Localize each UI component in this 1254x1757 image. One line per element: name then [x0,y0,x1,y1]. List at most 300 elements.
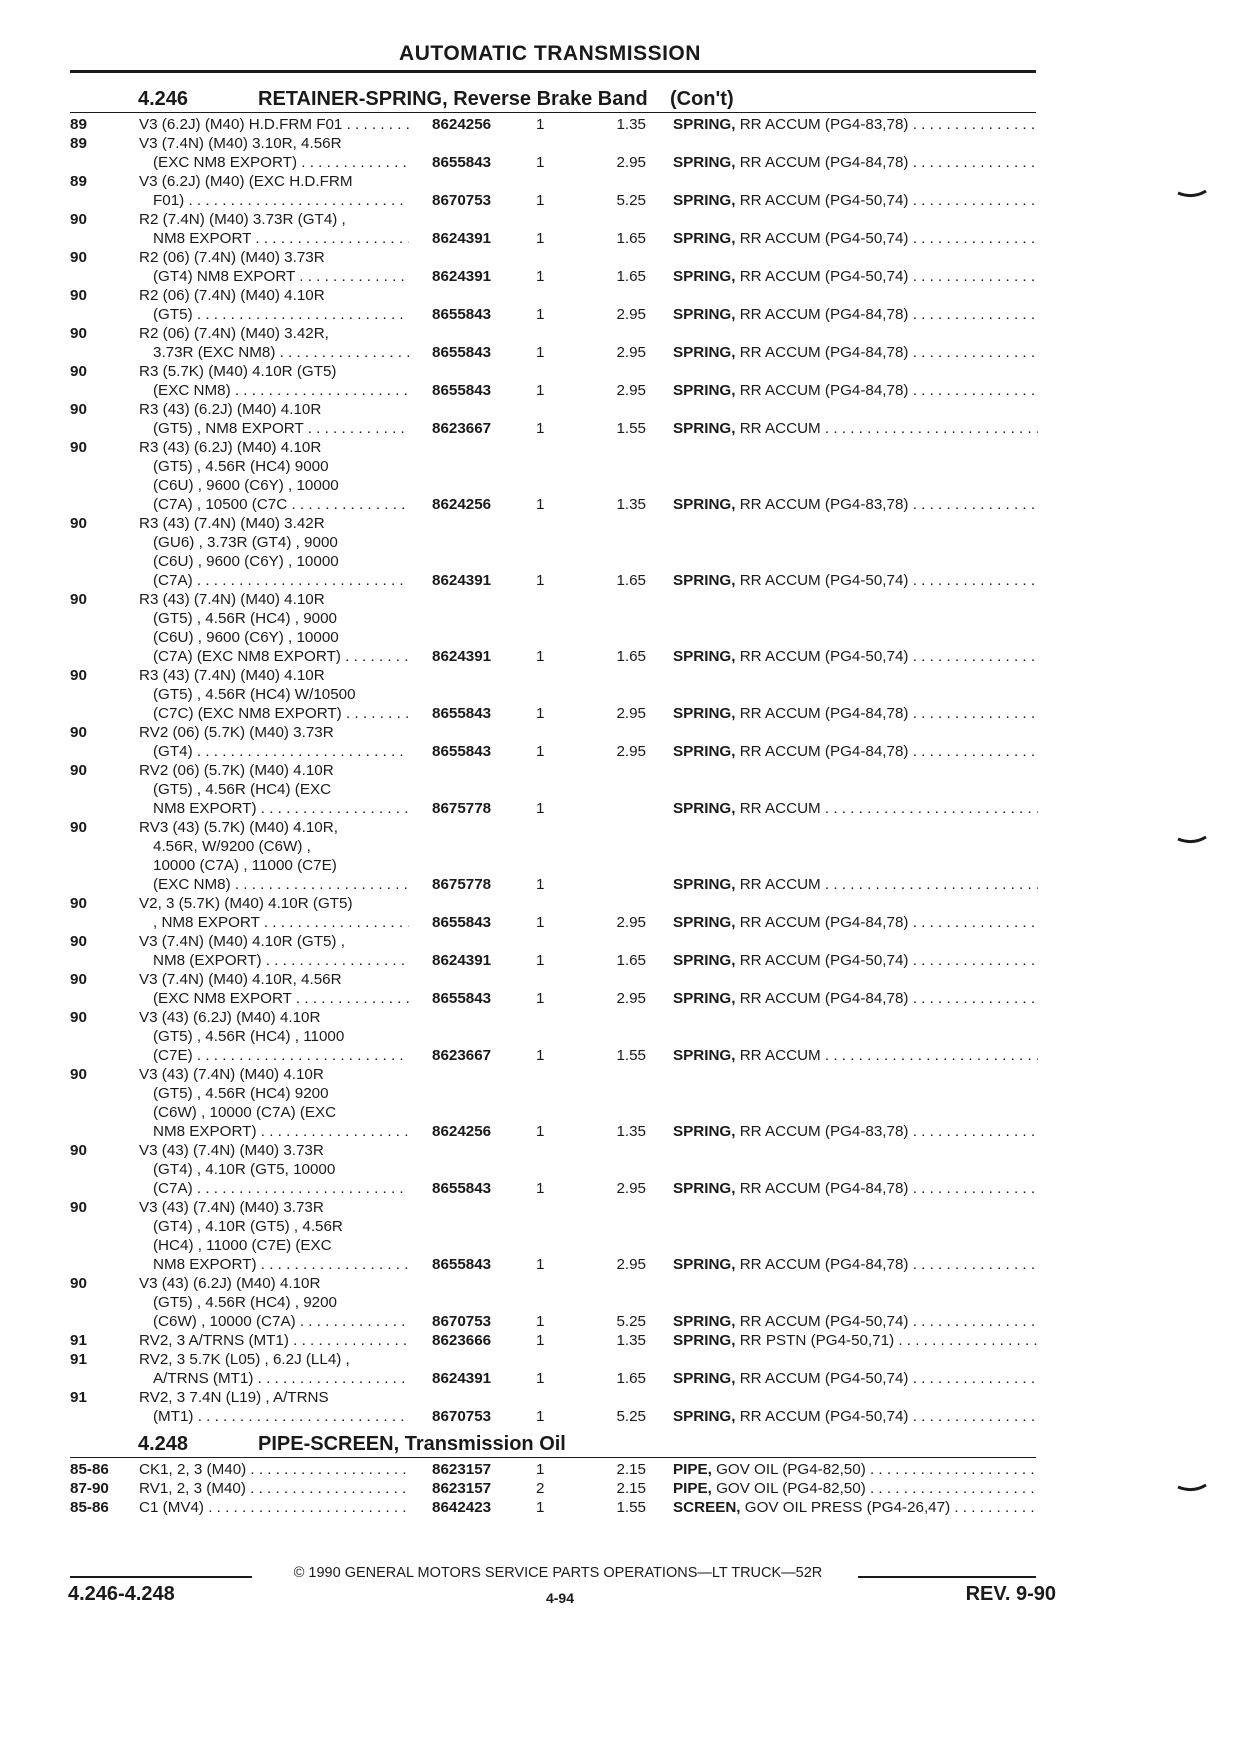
part-description [673,914,1038,932]
application-text: (GT5) , 4.56R (HC4) , 9000 [153,610,338,627]
description-keyword: SPRING, [673,192,736,209]
model-year: 90 [70,971,87,988]
model-year: 85-86 [70,1461,109,1478]
part-description [673,876,1038,894]
row-line [0,895,1254,913]
section-heading [138,1433,566,1456]
description-keyword: SPRING, [673,800,736,817]
application-text: (GU6) , 3.73R (GT4) , 9000 [153,534,338,551]
row-line [0,971,1254,989]
table-row [0,933,1254,971]
price: 1.55 [616,1047,646,1064]
row-line [0,1199,1254,1217]
model-year: 90 [70,933,87,950]
application-text: C1 (MV4) . . . [139,1499,409,1517]
application-text: R3 (43) (6.2J) (M40) 4.10R [139,401,322,418]
description-keyword: SPRING, [673,1408,736,1425]
application-text: F01) . . . [153,192,409,210]
part-description [673,1370,1038,1388]
part-number: 8642423 [432,1499,492,1516]
application-text: (C7A) . . . [153,572,409,590]
quantity: 1 [536,230,545,247]
row-line [0,990,1254,1008]
quantity: 1 [536,382,545,399]
table-row [0,211,1254,249]
description-text: RR ACCUM (PG4-84,78) [739,705,909,722]
description-keyword: SPRING, [673,1123,736,1140]
quantity: 1 [536,914,545,931]
footer-page-number: 4-94 [545,1590,575,1606]
application-text: RV2, 3 5.7K (L05) , 6.2J (LL4) , [139,1351,350,1368]
row-line [0,667,1254,685]
quantity: 1 [536,1461,545,1478]
description-text: RR ACCUM [739,420,821,437]
row-line [0,268,1254,286]
row-line [0,1389,1254,1407]
part-number: 8655843 [432,743,492,760]
row-line [0,1180,1254,1198]
application-text: RV1, 2, 3 (M40) . . . [139,1480,409,1498]
part-number: 8624391 [432,1370,492,1387]
row-line [0,439,1254,457]
table-row [0,724,1254,762]
table-row [0,1009,1254,1066]
table-row [0,287,1254,325]
model-year: 90 [70,1142,87,1159]
table-row [0,1066,1254,1142]
model-year: 90 [70,1275,87,1292]
row-line [0,952,1254,970]
description-keyword: SPRING, [673,743,736,760]
part-description [673,344,1038,362]
description-text: GOV OIL PRESS (PG4-26,47) [744,1499,951,1516]
application-text: (C6U) , 9600 (C6Y) , 10000 [153,553,339,570]
model-year: 89 [70,173,87,190]
model-year: 90 [70,1009,87,1026]
row-line [0,1104,1254,1122]
model-year: 85-86 [70,1499,109,1516]
quantity: 1 [536,1313,545,1330]
price: 1.65 [616,268,646,285]
section-heading [138,88,734,111]
table-row [0,762,1254,819]
application-text: 4.56R, W/9200 (C6W) , [153,838,311,855]
quantity: 1 [536,306,545,323]
application-text: V3 (43) (6.2J) (M40) 4.10R [139,1009,321,1026]
quantity: 1 [536,1123,545,1140]
table-row [0,667,1254,724]
application-text: (C7A) , 10500 (C7C . . . [153,496,409,514]
page-title: AUTOMATIC TRANSMISSION [399,42,701,65]
application-text: (GT5) , NM8 EXPORT . . . [153,420,409,438]
description-text: GOV OIL (PG4-82,50) [716,1461,866,1478]
application-text: (MT1) . . . [153,1408,409,1426]
part-number: 8655843 [432,154,492,171]
application-text: R2 (06) (7.4N) (M40) 3.42R, [139,325,329,342]
part-number: 8624391 [432,648,492,665]
quantity: 1 [536,952,545,969]
application-text: NM8 EXPORT) . . . [153,800,409,818]
row-line [0,1370,1254,1388]
application-text: R3 (43) (7.4N) (M40) 3.42R [139,515,325,532]
price: 2.95 [616,1180,646,1197]
price: 1.35 [616,1123,646,1140]
table-row [0,1351,1254,1389]
application-text: (C7E) . . . [153,1047,409,1065]
row-line [0,173,1254,191]
application-text: (C7C) (EXC NM8 EXPORT) . . . [153,705,409,723]
application-text: (GT5) , 4.56R (HC4) 9000 [153,458,329,475]
description-text: RR ACCUM (PG4-50,74) [739,648,909,665]
application-text: RV2, 3 7.4N (L19) , A/TRNS [139,1389,329,1406]
part-number: 8670753 [432,192,492,209]
row-line [0,1028,1254,1046]
row-line [0,610,1254,628]
row-line [0,933,1254,951]
quantity: 1 [536,496,545,513]
application-text: , NM8 EXPORT . . . [153,914,409,932]
row-line [0,648,1254,666]
quantity: 1 [536,420,545,437]
row-line [0,705,1254,723]
part-description [673,1313,1038,1331]
quantity: 1 [536,1499,545,1516]
part-number: 8655843 [432,914,492,931]
description-text: RR ACCUM (PG4-84,78) [739,743,909,760]
row-line [0,1256,1254,1274]
quantity: 1 [536,743,545,760]
row-line [0,477,1254,495]
price: 2.95 [616,1256,646,1273]
application-text: R2 (06) (7.4N) (M40) 3.73R [139,249,325,266]
description-keyword: SPRING, [673,876,736,893]
description-text: RR ACCUM (PG4-84,78) [739,344,909,361]
application-text: NM8 EXPORT) . . . [153,1123,409,1141]
description-text: GOV OIL (PG4-82,50) [716,1480,866,1497]
part-description [673,382,1038,400]
table-row [0,249,1254,287]
application-text: RV2 (06) (5.7K) (M40) 4.10R [139,762,334,779]
part-description [673,496,1038,514]
row-line [0,135,1254,153]
row-line [0,724,1254,742]
table-row [0,515,1254,591]
model-year: 91 [70,1332,87,1349]
application-text: (C7A) . . . [153,1180,409,1198]
quantity: 1 [536,1370,545,1387]
part-description [673,800,1038,818]
description-keyword: SPRING, [673,116,736,133]
part-number: 8623157 [432,1480,492,1497]
part-description [673,1408,1038,1426]
model-year: 90 [70,401,87,418]
title-rule [70,70,1036,73]
part-description [673,952,1038,970]
part-number: 8655843 [432,990,492,1007]
margin-check-mark [1177,836,1207,846]
table-row [0,1461,1254,1480]
part-number: 8675778 [432,800,492,817]
description-keyword: SPRING, [673,344,736,361]
application-text: V2, 3 (5.7K) (M40) 4.10R (GT5) [139,895,353,912]
table-row [0,1389,1254,1427]
description-text: RR ACCUM (PG4-50,74) [739,230,909,247]
description-text: RR ACCUM (PG4-84,78) [739,1256,909,1273]
description-keyword: SPRING, [673,420,736,437]
model-year: 91 [70,1389,87,1406]
row-line [0,363,1254,381]
price: 2.95 [616,382,646,399]
description-text: RR ACCUM [739,1047,821,1064]
row-line [0,629,1254,647]
application-text: V3 (43) (7.4N) (M40) 3.73R [139,1142,324,1159]
price: 1.55 [616,420,646,437]
row-line [0,325,1254,343]
quantity: 1 [536,800,545,817]
quantity: 1 [536,1256,545,1273]
price: 1.35 [616,1332,646,1349]
model-year: 89 [70,116,87,133]
part-number: 8670753 [432,1313,492,1330]
part-description [673,268,1038,286]
quantity: 1 [536,990,545,1007]
model-year: 90 [70,439,87,456]
row-line [0,1294,1254,1312]
part-number: 8624391 [432,952,492,969]
section-rule [70,112,1036,113]
application-text: NM8 EXPORT) . . . [153,1256,409,1274]
section-number: 4.248 [138,1433,189,1455]
price: 2.15 [616,1480,646,1497]
section-rule [70,1457,1036,1458]
row-line [0,1161,1254,1179]
price: 2.95 [616,344,646,361]
table-row [0,819,1254,895]
table-row [0,325,1254,363]
row-line [0,515,1254,533]
application-text: V3 (7.4N) (M40) 4.10R, 4.56R [139,971,342,988]
description-keyword: SPRING, [673,1256,736,1273]
part-number: 8624256 [432,496,492,513]
table-row [0,591,1254,667]
row-line [0,382,1254,400]
table-row [0,895,1254,933]
price: 1.35 [616,496,646,513]
description-text: RR ACCUM (PG4-83,78) [739,1123,909,1140]
row-line [0,591,1254,609]
description-keyword: SPRING, [673,1047,736,1064]
part-number: 8624256 [432,116,492,133]
application-text: CK1, 2, 3 (M40) . . . [139,1461,409,1479]
part-description [673,1256,1038,1274]
quantity: 1 [536,154,545,171]
part-description [673,230,1038,248]
description-keyword: SPRING, [673,154,736,171]
footer-revision: REV. 9-90 [965,1583,1056,1605]
price: 2.95 [616,990,646,1007]
application-text: (HC4) , 11000 (C7E) (EXC [153,1237,332,1254]
description-text: RR ACCUM (PG4-50,74) [739,192,909,209]
footer-copyright: © 1990 GENERAL MOTORS SERVICE PARTS OPERATIONS—LT TRUCK—52R [293,1565,823,1581]
row-line [0,534,1254,552]
row-line [0,762,1254,780]
price: 2.95 [616,914,646,931]
table-row [0,1142,1254,1199]
description-keyword: SPRING, [673,914,736,931]
row-line [0,154,1254,172]
row-line [0,420,1254,438]
application-text: NM8 (EXPORT) . . . [153,952,409,970]
price: 5.25 [616,192,646,209]
model-year: 90 [70,1199,87,1216]
application-text: (GT5) , 4.56R (HC4) 9200 [153,1085,329,1102]
price: 1.55 [616,1499,646,1516]
price: 1.65 [616,648,646,665]
description-text: RR ACCUM (PG4-83,78) [739,116,909,133]
part-description [673,1332,1038,1350]
part-description [673,306,1038,324]
part-number: 8623666 [432,1332,492,1349]
row-line [0,1461,1254,1479]
application-text: (EXC NM8 EXPORT . . . [153,990,409,1008]
part-number: 8655843 [432,1180,492,1197]
application-text: (GT5) , 4.56R (HC4) , 9200 [153,1294,338,1311]
quantity: 1 [536,268,545,285]
application-text: R2 (06) (7.4N) (M40) 4.10R [139,287,325,304]
model-year: 90 [70,249,87,266]
section-continued: (Con't) [669,88,734,110]
application-text: (C6U) , 9600 (C6Y) , 10000 [153,629,339,646]
price: 2.95 [616,743,646,760]
price: 2.15 [616,1461,646,1478]
quantity: 1 [536,1408,545,1425]
model-year: 90 [70,1066,87,1083]
application-text: V3 (6.2J) (M40) H.D.FRM F01 . . . . [139,116,409,134]
application-text: R2 (7.4N) (M40) 3.73R (GT4) , [139,211,346,228]
row-line [0,1085,1254,1103]
description-keyword: SPRING, [673,382,736,399]
table-row [0,116,1254,135]
row-line [0,1142,1254,1160]
row-line [0,344,1254,362]
part-number: 8655843 [432,705,492,722]
part-description [673,154,1038,172]
application-text: NM8 EXPORT . . . [153,230,409,248]
application-text: (C6W) , 10000 (C7A) . . . [153,1313,409,1331]
application-text: (C6U) , 9600 (C6Y) , 10000 [153,477,339,494]
description-text: RR ACCUM (PG4-50,74) [739,1370,909,1387]
row-line [0,192,1254,210]
application-text: RV2 (06) (5.7K) (M40) 3.73R [139,724,334,741]
table-row [0,1480,1254,1499]
price: 1.65 [616,952,646,969]
model-year: 90 [70,325,87,342]
description-text: RR ACCUM (PG4-50,74) [739,1313,909,1330]
application-text: (C6W) , 10000 (C7A) (EXC [153,1104,337,1121]
application-text: RV2, 3 A/TRNS (MT1) . . . [139,1332,409,1350]
row-line [0,1123,1254,1141]
model-year: 90 [70,667,87,684]
table-row [0,439,1254,515]
description-keyword: SPRING, [673,1313,736,1330]
application-text: V3 (43) (7.4N) (M40) 4.10R [139,1066,324,1083]
description-text: RR ACCUM (PG4-50,74) [739,572,909,589]
application-text: (EXC NM8) . . . [153,382,409,400]
part-description [673,192,1038,210]
quantity: 1 [536,648,545,665]
footer-section-range: 4.246-4.248 [68,1583,175,1605]
part-description [673,705,1038,723]
part-description [673,116,1038,134]
part-description [673,1499,1038,1517]
model-year: 90 [70,287,87,304]
part-number: 8624391 [432,230,492,247]
model-year: 90 [70,211,87,228]
description-text: RR ACCUM (PG4-84,78) [739,382,909,399]
table-row [0,971,1254,1009]
row-line [0,743,1254,761]
application-text: R3 (43) (7.4N) (M40) 4.10R [139,667,325,684]
part-description [673,1480,1038,1498]
application-text: (GT4) , 4.10R (GT5) , 4.56R [153,1218,343,1235]
row-line [0,1313,1254,1331]
part-number: 8623157 [432,1461,492,1478]
application-text: V3 (7.4N) (M40) 4.10R (GT5) , [139,933,345,950]
margin-check-mark [1177,1484,1207,1494]
description-text: RR ACCUM (PG4-50,74) [739,952,909,969]
application-text: (GT5) . . . [153,306,409,324]
application-text: (GT5) , 4.56R (HC4) , 11000 [153,1028,345,1045]
description-keyword: SPRING, [673,990,736,1007]
part-number: 8623667 [432,420,492,437]
table-row [0,1332,1254,1351]
model-year: 90 [70,363,87,380]
row-line [0,1351,1254,1369]
price: 2.95 [616,306,646,323]
description-text: RR ACCUM [739,800,821,817]
part-description [673,990,1038,1008]
application-text: A/TRNS (MT1) . . . [153,1370,409,1388]
application-text: (GT4) NM8 EXPORT . . . [153,268,409,286]
description-keyword: SCREEN, [673,1499,741,1516]
model-year: 90 [70,724,87,741]
row-line [0,1408,1254,1426]
price: 1.35 [616,116,646,133]
model-year: 90 [70,591,87,608]
section-name: PIPE-SCREEN, Transmission Oil [258,1433,566,1455]
part-number: 8655843 [432,1256,492,1273]
description-keyword: SPRING, [673,1332,736,1349]
price: 5.25 [616,1408,646,1425]
application-text: (C7A) (EXC NM8 EXPORT) . . . [153,648,409,666]
part-number: 8655843 [432,306,492,323]
description-text: RR PSTN (PG4-50,71) [739,1332,895,1349]
part-number: 8624391 [432,268,492,285]
price: 5.25 [616,1313,646,1330]
description-keyword: SPRING, [673,496,736,513]
description-keyword: SPRING, [673,1180,736,1197]
model-year: 87-90 [70,1480,109,1497]
application-text: (GT4) . . . [153,743,409,761]
price: 1.65 [616,230,646,247]
row-line [0,249,1254,267]
section-number: 4.246 [138,88,189,110]
application-text: R3 (5.7K) (M40) 4.10R (GT5) [139,363,337,380]
quantity: 1 [536,572,545,589]
part-description [673,1461,1038,1479]
application-text: 3.73R (EXC NM8) . . . [153,344,409,362]
model-year: 90 [70,515,87,532]
